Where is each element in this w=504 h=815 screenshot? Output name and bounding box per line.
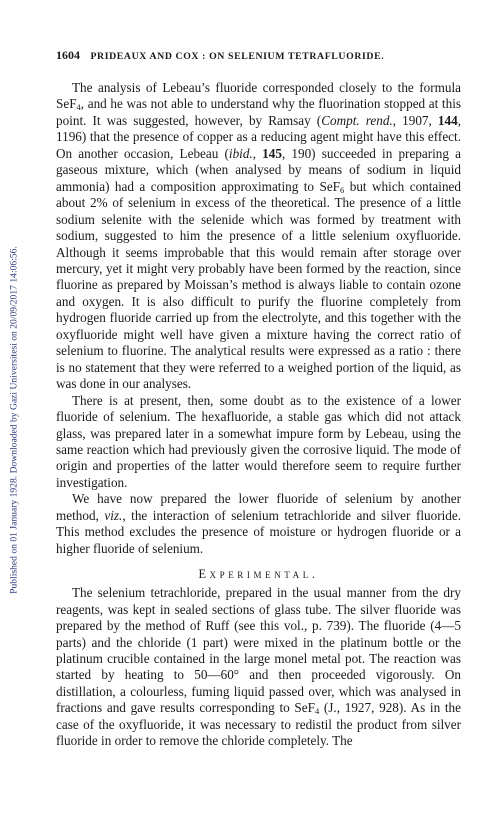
text-run: , 190) succeeded in preparing a gaseous mixture, which (when analysed by means of sodium in liquid ammonia) had a composition approximating to SeF bbox=[56, 145, 461, 194]
text-run: The analysis of Lebeau’s fluoride corresponded closely to the formula SeF bbox=[56, 80, 461, 112]
text-run: We have now prepared the lower fluoride of selenium by another method, bbox=[56, 491, 461, 523]
text-run: (J., 1927, 928). As in the case of the oxyfluoride, it was necessary to redistil the product from silver fluoride in order to remove the chloride completely. The bbox=[56, 700, 461, 749]
paragraph-experimental bbox=[56, 585, 461, 750]
citation-volume: 144 bbox=[437, 112, 458, 128]
subscript: 4 bbox=[76, 102, 81, 113]
italic-term: viz. bbox=[104, 507, 123, 523]
body-text bbox=[56, 80, 461, 750]
subscript: 4 bbox=[314, 706, 320, 717]
page-number: 1604 bbox=[56, 48, 80, 62]
citation-journal: Compt. rend. bbox=[321, 112, 393, 128]
text-run: , and he was not able to understand why the fluorination stopped at this point. It was suggested, however, by Ramsay ( bbox=[56, 96, 461, 128]
text-run: , the interaction of selenium tetrachloride and silver fluoride. This method excludes the presence of moisture or hydrogen fluoride or a higher fluoride of selenium. bbox=[56, 507, 461, 556]
text-run: , 1196) that the presence of copper as a reducing agent might have this effect. On another occasion, Lebeau ( bbox=[56, 112, 461, 161]
citation-volume: 145 bbox=[262, 145, 282, 161]
text-run: The selenium tetrachloride, prepared in the usual manner from the dry reagents, was kept in sealed sections of glass tube. The silver fluoride was prepared by the method of Ruff (see this vol., p. 739). The fluoride (4—5 parts) and the chloride (1 part) were mixed in the platinum bottle or the platinum crucible contained in the large monel metal pot. The reaction was started by heating to 50—60° and then proceeded vigorously. On distillation, a colourless, fuming liquid passed over, which was analysed in fractions and gave results corresponding to SeF bbox=[56, 585, 461, 716]
text-run: , 1907, bbox=[392, 112, 438, 128]
paragraph-doubt: There is at present, then, some doubt as to the existence of a lower fluoride of selenium. The hexafluoride, a stable gas which did not attack glass, was prepared later in a somewhat impure form by Lebeau, using the same reaction which had previously given the corrosive liquid. The mode of origin and properties of the latter would therefore seem to require further investigation. bbox=[56, 392, 461, 490]
paragraph-lebeau-analysis bbox=[56, 80, 461, 393]
paragraph-method bbox=[56, 491, 461, 557]
subscript: 6 bbox=[340, 184, 345, 195]
citation-ibid: ibid. bbox=[228, 145, 253, 161]
running-header bbox=[56, 48, 458, 62]
section-heading-experimental: Experimental. bbox=[198, 567, 319, 582]
download-watermark-text: Published on 01 January 1928. Downloaded by Gazi Universitesi on 20/09/2017 14:06:56. bbox=[8, 246, 20, 594]
text-run: but which contained about 2% of selenium in excess of the theoretical. The presence of a little sodium selenite with the selenide which was formed by treatment with sodium, suggested to him the presence of a little selenium oxyfluoride. Although it seems improbable that this would remain after storage over mercury, yet it might very probably have been formed by the reaction, since fluorine as prepared by Moissan’s method is always liable to contain ozone and oxygen. It is also difficult to purify the fluorine completely from hydrogen fluoride carried up from the electrolyte, and this together with the oxyfluoride might well have given a mixture having the correct ratio of selenium to fluorine. The analytical results were expressed as a ratio : there is no statement that they were referred to a weighed portion of the liquid, as was done in our analyses. bbox=[56, 178, 461, 392]
running-head-title: PRIDEAUX AND COX : ON SELENIUM TETRAFLUORIDE. bbox=[90, 51, 385, 62]
text-run: , bbox=[252, 145, 263, 161]
